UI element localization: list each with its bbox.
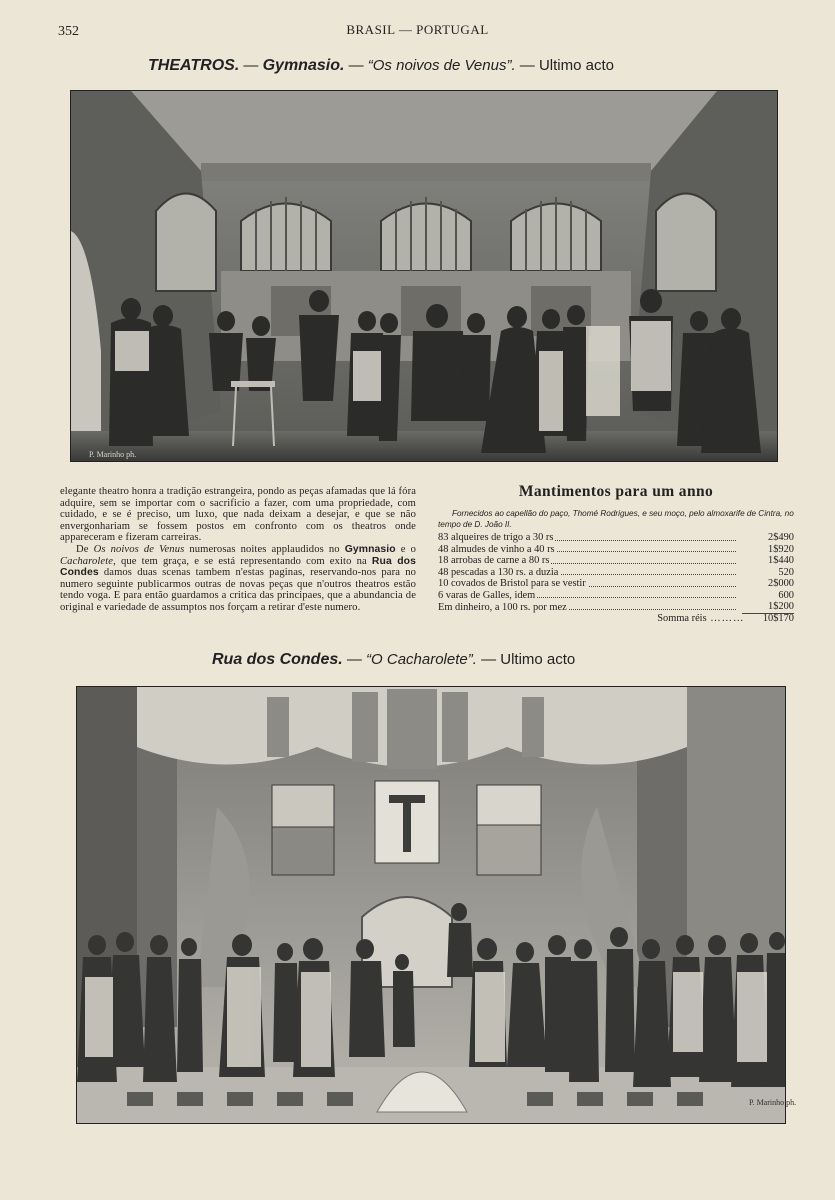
rations-item-label: 6 varas de Galles, idem: [438, 589, 536, 601]
theatre-name: Gymnasio: [344, 543, 396, 555]
rations-table: [438, 532, 794, 614]
caption-play: “Os noivos de Venus”.: [367, 57, 516, 74]
caption-dash: —: [515, 57, 539, 74]
article-paragraph-2: [60, 544, 416, 614]
rations-row: [438, 532, 794, 544]
text-run: numerosas noites applaudidos no: [184, 543, 345, 555]
play-title: Cacharolete: [60, 555, 114, 567]
rations-item-label: 48 pescadas a 130 rs. a duzia: [438, 566, 559, 578]
caption-dash: —: [342, 651, 367, 668]
caption-play: “O Cacharolete”.: [366, 651, 477, 668]
caption-theatre: Rua dos Condes.: [212, 651, 343, 668]
rations-item: [438, 544, 742, 556]
play-title: Os noivos de Venus: [93, 543, 185, 555]
caption-dash: —: [344, 57, 368, 74]
rations-value: 520: [778, 566, 794, 578]
text-run: damos duas scenas tambem n'estas paginas, reservando-nos para no numero seguinte publicarmos outras de novas peças que n'outros theatros estão tendo voga. E para então guardamos a critica das principaes, que a abundancia de original e variedade de assumptos nos forçam a retirar d'este numero.: [60, 567, 416, 613]
caption-dash: —: [239, 57, 263, 74]
rations-value: 600: [778, 589, 794, 601]
rations-value: 2$000: [768, 578, 794, 589]
caption-act: Ultimo acto: [500, 651, 576, 668]
rations-item: [438, 567, 742, 579]
rations-item: [438, 590, 742, 602]
rations-total-value: 10$170: [762, 613, 794, 624]
text-run: e o: [395, 543, 416, 555]
rations-row: [438, 544, 794, 556]
caption-top: [148, 57, 614, 75]
rations-item: [438, 601, 742, 613]
rations-total-label: Somma réis: [657, 613, 707, 624]
rations-total: Somma réis ……… 10$170: [657, 613, 794, 624]
rations-value: 2$490: [768, 532, 794, 543]
rations-item: [438, 532, 742, 544]
rations-item-label: 83 alqueires de trigo a 30 rs: [438, 532, 554, 543]
caption-section: THEATROS.: [148, 57, 240, 74]
rations-value: 1$920: [768, 543, 794, 555]
caption-act: Ultimo acto: [538, 57, 614, 74]
rations-title: Mantimentos para um anno: [518, 483, 714, 500]
caption-theatre: Gymnasio.: [262, 57, 345, 74]
rations-item: [438, 578, 742, 590]
rations-item-label: 10 covados de Bristol para se vestir: [438, 578, 586, 589]
article-paragraph-1: elegante theatro honra a tradição estrangeira, pondo as peças afamadas que lá fóra adquire, sem se importar com o sacrificio a fazer, com uma propriedade, com cuidado, e se é preciso, um luxo, que nada deixam a desejar, e que se não envergonhariam se fossem postos em confronto com os theatros onde appareceram e fizeram carreiras.: [60, 486, 416, 544]
photo-rua-dos-condes-stage: [76, 686, 797, 1124]
theatre-name: Rua dos Condes: [60, 555, 416, 579]
article-text: [60, 486, 416, 614]
rations-row: [438, 590, 794, 602]
caption-bottom: [212, 651, 575, 669]
rations-item: [438, 555, 742, 567]
text-run: , que tem graça, e se está representando com exito na: [113, 555, 372, 567]
photo-signature-bottom: P. Marinho ph.: [749, 1098, 797, 1107]
rations-subtitle: Fornecidos ao capellão do paço, Thomé Rodrigues, e seu moço, pelo almoxarife de Cintra, no tempo de D. João II.: [438, 509, 794, 529]
page-number: 352: [58, 24, 79, 39]
photo-gymnasio-stage: [70, 90, 778, 462]
rations-value: 1$440: [768, 555, 794, 566]
running-title: BRASIL — PORTUGAL: [346, 22, 489, 37]
text-run: De: [76, 543, 94, 555]
rations-item-label: 48 almudes de vinho a 40 rs: [438, 543, 555, 555]
rations-value: 1$200: [742, 601, 794, 613]
rations-row: [438, 567, 794, 579]
rations-row: [438, 555, 794, 567]
rations-row: [438, 601, 794, 613]
stage-scene-illustration: [77, 687, 797, 1123]
caption-dash: —: [476, 651, 501, 668]
rations-row: [438, 578, 794, 590]
photo-signature-top: P. Marinho ph.: [89, 450, 137, 459]
stage-scene-illustration: [71, 91, 777, 461]
rations-item-label: 18 arrobas de carne a 80 rs: [438, 555, 550, 566]
rations-item-label: Em dinheiro, a 100 rs. por mez: [438, 601, 567, 613]
